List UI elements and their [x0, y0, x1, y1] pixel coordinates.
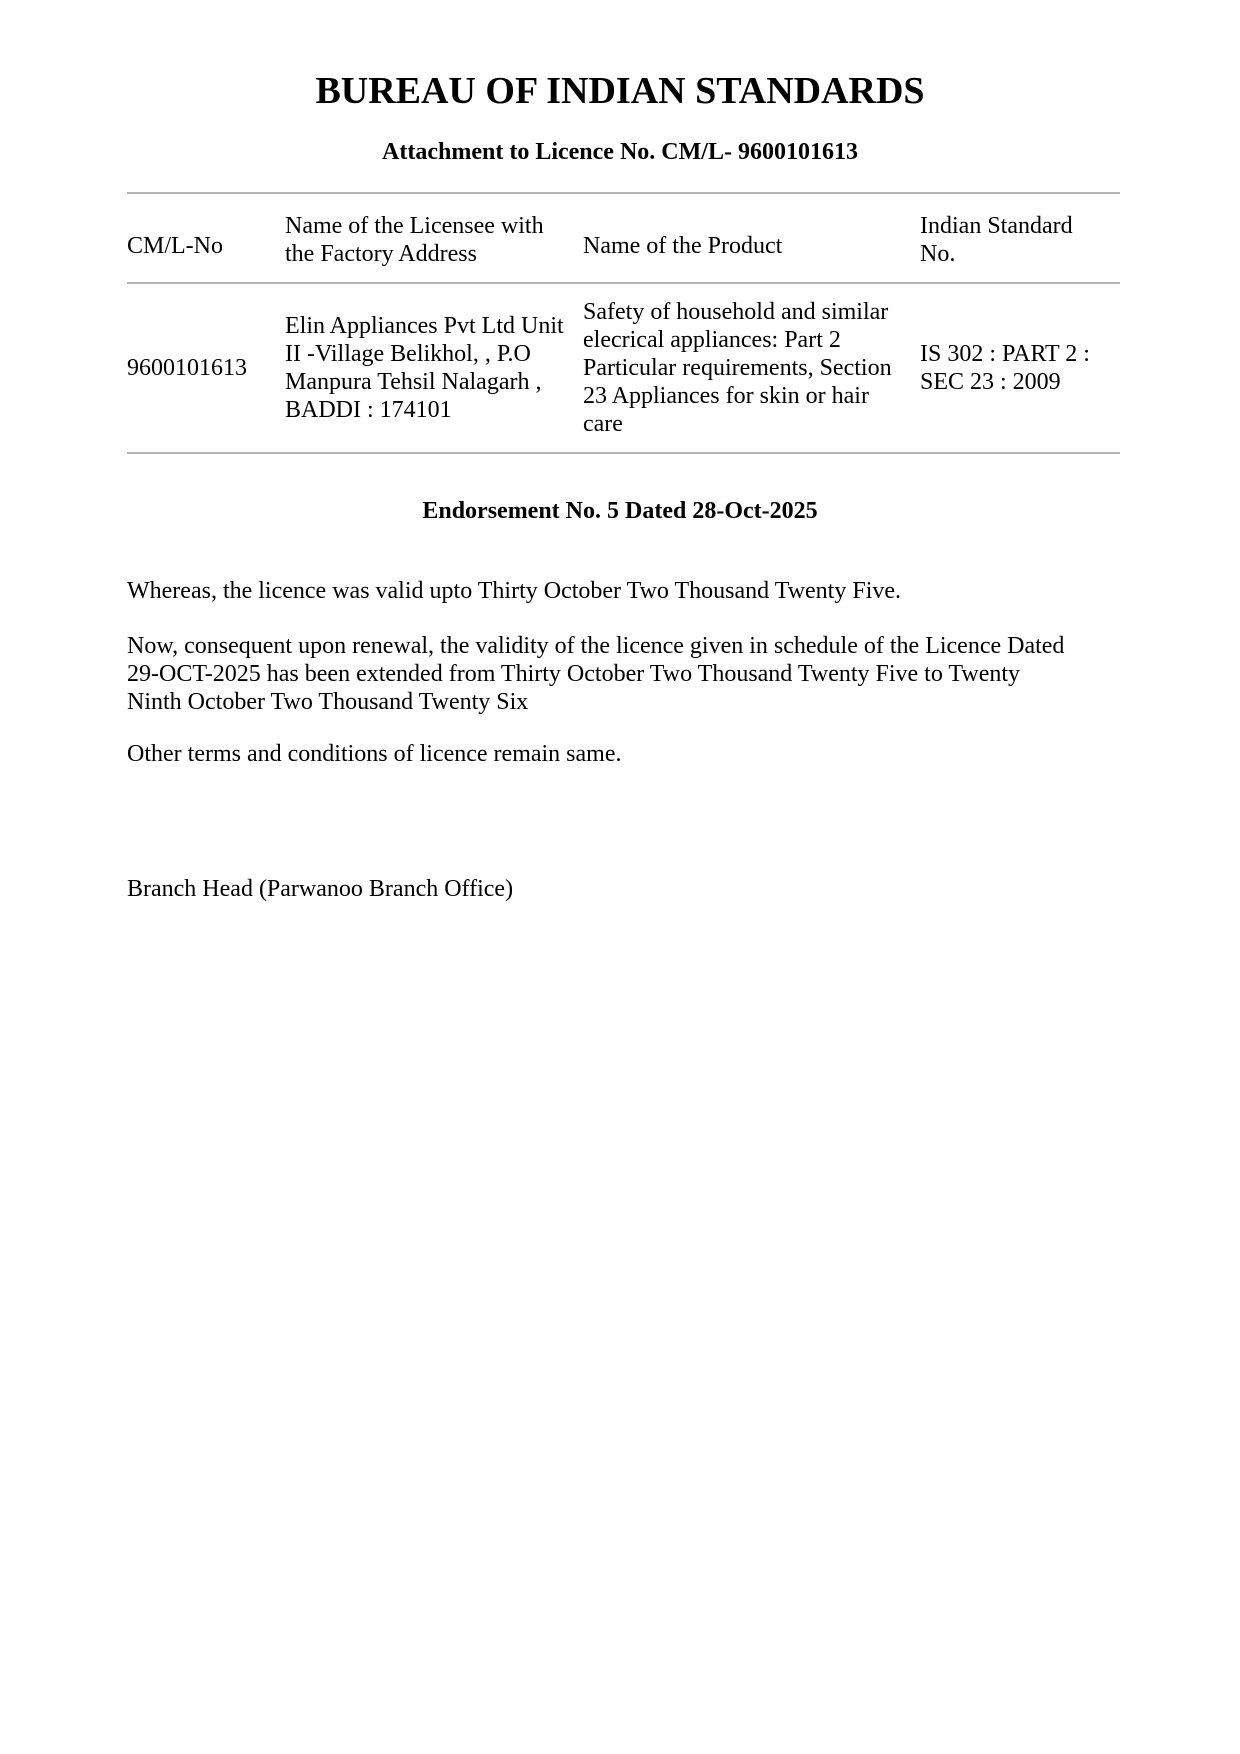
paragraph-renewal-line: Now, consequent upon renewal, the validity of the licence given in schedule of the Licence Dated [127, 633, 1065, 659]
row-cml-no: 9600101613 [127, 355, 247, 381]
row-licensee-line: II -Village Belikhol, , P.O [285, 341, 531, 367]
row-licensee-line: Manpura Tehsil Nalagarh , [285, 369, 542, 395]
row-standard-line: SEC 23 : 2009 [920, 369, 1061, 395]
paragraph-renewal-line: Ninth October Two Thousand Twenty Six [127, 689, 529, 715]
header-product: Name of the Product [583, 233, 783, 259]
endorsement-heading: Endorsement No. 5 Dated 28-Oct-2025 [422, 498, 818, 524]
document-subtitle: Attachment to Licence No. CM/L- 9600101613 [382, 139, 858, 165]
paragraph-validity: Whereas, the licence was valid upto Thirty October Two Thousand Twenty Five. [127, 578, 902, 604]
paragraph-renewal-line: 29-OCT-2025 has been extended from Thirty October Two Thousand Twenty Five to Twenty [127, 661, 1021, 687]
row-standard-line: IS 302 : PART 2 : [920, 341, 1090, 367]
header-standard-line: Indian Standard [920, 213, 1073, 239]
header-licensee [285, 212, 544, 268]
paragraph-other-terms: Other terms and conditions of licence remain same. [127, 741, 622, 767]
row-product [583, 298, 892, 438]
header-licensee-line: the Factory Address [285, 241, 477, 267]
signatory: Branch Head (Parwanoo Branch Office) [127, 876, 514, 902]
table-bottom-rule [127, 452, 1120, 454]
row-product-line: 23 Appliances for skin or hair [583, 383, 869, 409]
header-standard-line: No. [920, 241, 956, 267]
row-standard [920, 340, 1090, 396]
row-product-line: Particular requirements, Section [583, 355, 892, 381]
row-product-line: Safety of household and similar [583, 299, 889, 325]
table-top-rule [127, 192, 1120, 194]
header-licensee-line: Name of the Licensee with [285, 213, 544, 239]
row-licensee [285, 312, 564, 424]
document-title: BUREAU OF INDIAN STANDARDS [315, 70, 925, 112]
row-product-line: care [583, 411, 623, 437]
paragraph-renewal [127, 632, 1120, 716]
header-standard [920, 212, 1073, 268]
row-licensee-line: Elin Appliances Pvt Ltd Unit [285, 313, 564, 339]
table-header-rule [127, 282, 1120, 284]
row-product-line: elecrical appliances: Part 2 [583, 327, 841, 353]
header-cml-no: CM/L-No [127, 233, 223, 259]
row-licensee-line: BADDI : 174101 [285, 397, 452, 423]
